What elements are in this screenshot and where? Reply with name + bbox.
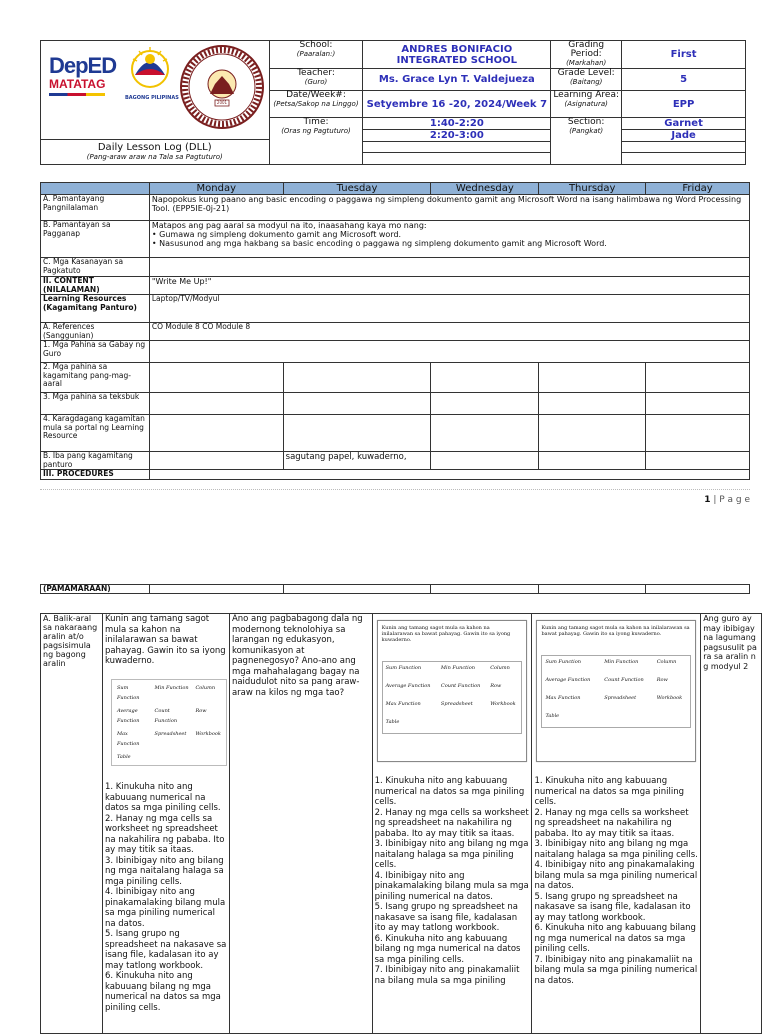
dll-title: Daily Lesson Log (DLL): [97, 142, 212, 153]
page2-table: [40, 613, 762, 1034]
monday-item-4: 4. Ibinibigay nito ang pinakamalaking bilang mula sa mga piniling numerical na datos.: [104, 887, 226, 929]
row-teksbuk-thu: [539, 393, 646, 415]
wfn-row: Row: [490, 682, 502, 689]
matatag-wordmark: MATATAG: [49, 77, 106, 91]
wfn-count: Count Function: [440, 682, 481, 689]
fn-sum: Sum Function: [116, 684, 140, 701]
row-pangmag-tue: [283, 363, 431, 393]
row-pangmag-wed: [431, 363, 539, 393]
fn-spreadsheet: Spreadsheet: [154, 730, 187, 737]
row-b-line1: Matapos ang pag aaral sa modyul na ito, inaasahang kaya mo nang:: [151, 221, 427, 230]
school-value: ANDRES BONIFACIO INTEGRATED SCHOOL: [363, 41, 551, 69]
thursday-worksheet: [536, 620, 696, 762]
section-value-2: Jade: [622, 130, 745, 142]
tfn-spreadsheet: Spreadsheet: [604, 694, 637, 701]
row-guro-text: [149, 341, 749, 363]
section-label-cell: [551, 118, 622, 165]
monday-function-table: [114, 682, 224, 764]
page-word: | P a g e: [713, 495, 750, 505]
grade-label: Grade Level:: [557, 68, 615, 78]
school-label: School:: [299, 40, 333, 50]
row-pangmag-fri: [646, 363, 750, 393]
wednesday-cell: [372, 614, 532, 1034]
row-karag-thu: [539, 415, 646, 452]
row-iba-fri: [646, 452, 750, 470]
tuesday-text: Ano ang pagbabagong dala ng modernong teknolohiya sa larangan ng edukasyon, komunikasyon at pagnenegosyo? Ano-ano ang mga mahahalagang bagay na naidudulot nito sa pang araw-araw na kilos ng mga tao?: [229, 614, 372, 1034]
date-label: Date/Week#:: [286, 90, 346, 100]
row-c-text: [149, 258, 749, 277]
fn-count: Count Function: [154, 707, 178, 724]
wed-function-table: [382, 661, 523, 734]
thursday-item-2: 2. Hanay ng mga cells sa worksheet ng spreadsheet na nakahilira ng pababa. Ito ay may titik sa itaas.: [534, 807, 689, 839]
seal-year: 2001: [216, 100, 228, 105]
teacher-label: Teacher:: [297, 68, 335, 78]
time-value-1: 1:40-2:20: [363, 118, 550, 130]
area-label: Learning Area:: [553, 90, 620, 100]
tfn-average: Average Function: [545, 676, 591, 683]
dll-title-box: [41, 139, 269, 164]
row-b-cell: [149, 221, 749, 258]
fn-max: Max Function: [116, 730, 140, 747]
row-teksbuk-fri: [646, 393, 750, 415]
monday-item-1: 1. Kinukuha nito ang kabuuang numerical na datos sa mga piniling cells.: [104, 782, 221, 813]
wfn-min: Min Function: [440, 665, 475, 671]
school-seal: [179, 44, 265, 134]
row-karag-label: 4. Karagdagang kagamitan mula sa portal ng Learning Resource: [41, 415, 150, 452]
wednesday-item-1: 1. Kinukuha nito ang kabuuang numerical na datos sa mga piniling cells.: [374, 776, 525, 807]
deped-wordmark: DepED: [49, 53, 117, 78]
matatag-stripe: [49, 93, 105, 96]
section-value-1: Garnet: [622, 118, 745, 130]
monday-function-box: [111, 679, 227, 767]
strip-mon: [149, 585, 283, 594]
tfn-min: Min Function: [604, 659, 639, 665]
section-blank-1: [622, 142, 745, 153]
row-teksbuk-tue: [283, 393, 431, 415]
strip-fri: [646, 585, 750, 594]
fn-column: Column: [195, 684, 216, 691]
monday-cell: [102, 614, 229, 1034]
row-iba-tue: sagutang papel, kuwaderno,: [283, 452, 431, 470]
fn-row: Row: [195, 707, 207, 714]
row-content-label: II. CONTENT (NILALAMAN): [41, 277, 150, 295]
grading-label: Grading Period:: [568, 40, 605, 59]
teacher-sub: (Guro): [304, 78, 328, 86]
tfn-row: Row: [656, 676, 668, 683]
day-wednesday: Wednesday: [431, 183, 539, 195]
row-iba-thu: [539, 452, 646, 470]
tfn-count: Count Function: [604, 676, 644, 683]
row-pangmag-thu: [539, 363, 646, 393]
day-friday: Friday: [646, 183, 750, 195]
dll-subtitle: (Pang-araw araw na Tala sa Pagtuturo): [86, 153, 223, 161]
school-seal-icon: [179, 44, 265, 130]
row-procedures-blank: [149, 470, 749, 480]
pamamaraan-label: (PAMAMARAAN): [41, 585, 150, 594]
monday-item-2: 2. Hanay ng mga cells sa worksheet ng spreadsheet na nakahilira ng pababa. Ito ay may titik sa itaas.: [104, 813, 225, 855]
grade-value: 5: [622, 69, 746, 91]
area-value: EPP: [622, 91, 746, 118]
row-lr-label: Learning Resources (Kagamitang Panturo): [41, 295, 150, 323]
wednesday-item-5: 5. Isang grupo ng spreadsheet na nakasave sa isang file, kadalasan ito ay may tatlong workbook.: [374, 902, 518, 933]
fn-workbook: Workbook: [195, 730, 221, 737]
wednesday-item-7: 7. Ibinibigay nito ang pinakamaliit na bilang mula sa mga piniling: [374, 965, 520, 986]
monday-item-6: 6. Kinukuha nito ang kabuuang bilang ng mga numerical na datos sa mga piniling cells.: [104, 971, 221, 1013]
row-iba-label: B. Iba pang kagamitang panturo: [41, 452, 150, 470]
school-label-cell: [269, 41, 363, 69]
day-header-blank: [41, 183, 150, 195]
row-teksbuk-label: 3. Mga pahina sa teksbuk: [41, 393, 150, 415]
wfn-table: Table: [385, 718, 400, 725]
tfn-max: Max Function: [545, 694, 581, 701]
thu-function-table: [541, 655, 691, 728]
bagong-pilipinas-emblem-icon: [125, 45, 175, 91]
teacher-label-cell: [269, 69, 363, 91]
grading-value: First: [622, 41, 746, 69]
grade-sub: (Baitang): [569, 78, 603, 86]
tfn-sum: Sum Function: [545, 659, 581, 665]
strip-wed: [431, 585, 539, 594]
row-iba-mon: [149, 452, 283, 470]
date-label-cell: [269, 91, 363, 118]
row-teksbuk-wed: [431, 393, 539, 415]
row-b-label: B. Pamantayan sa Pagganap: [41, 221, 150, 258]
monday-item-5: 5. Isang grupo ng spreadsheet na nakasave sa isang file, kadalasan ito ay may tatlong workbook.: [104, 929, 227, 971]
thursday-item-5: 5. Isang grupo ng spreadsheet na nakasave sa isang file, kadalasan ito ay may tatlong workbook.: [534, 891, 691, 923]
bagong-pilipinas-text: BAGONG PILIPINAS: [125, 95, 179, 101]
wednesday-worksheet: [377, 620, 528, 762]
dll-main-table: [40, 182, 750, 480]
time-sub: (Oras ng Pagtuturo): [281, 127, 351, 135]
row-procedures-label: III. PROCEDURES: [41, 470, 150, 480]
time-label-cell: [269, 118, 363, 165]
strip-thu: [539, 585, 646, 594]
row-teksbuk-mon: [149, 393, 283, 415]
thursday-item-7: 7. Ibinibigay nito ang pinakamaliit na bilang mula sa mga piniling numerical na datos.: [534, 954, 698, 986]
day-monday: Monday: [149, 183, 283, 195]
page-footer-line: [40, 489, 750, 490]
tfn-workbook: Workbook: [656, 694, 683, 701]
row-karag-tue: [283, 415, 431, 452]
day-thursday: Thursday: [539, 183, 646, 195]
tfn-column: Column: [656, 659, 677, 665]
day-tuesday: Tuesday: [283, 183, 431, 195]
row-b-line2: • Gumawa ng simpleng dokumento gamit ang Microsoft word.: [151, 230, 402, 239]
row-pangmag-label: 2. Mga pahina sa kagamitang pang-mag-aaral: [41, 363, 150, 393]
grade-label-cell: [551, 69, 622, 91]
wfn-average: Average Function: [385, 682, 431, 689]
friday-text: Ang guro ay may ibibigay na lagumang pagsusulit para sa aralin ng modyul 2: [701, 614, 762, 1034]
deped-logo: [49, 53, 116, 96]
wfn-workbook: Workbook: [490, 700, 516, 707]
page-footer: [660, 495, 750, 505]
row-guro-label: 1. Mga Pahina sa Gabay ng Guro: [41, 341, 150, 363]
wednesday-item-6: 6. Kinukuha nito ang kabuuang bilang ng mga numerical na datos sa mga piniling cells.: [374, 933, 521, 965]
time-value-2: 2:20-3:00: [363, 130, 550, 142]
tfn-table: Table: [545, 712, 560, 719]
thursday-item-3: 3. Ibinibigay nito ang bilang ng mga naitalang halaga sa mga piniling cells.: [534, 839, 698, 860]
school-sub: (Paaralan:): [296, 50, 336, 58]
grading-sub: (Markahan): [566, 59, 607, 67]
fn-average: Average Function: [116, 707, 140, 724]
row-pangmag-mon: [149, 363, 283, 393]
date-sub: (Petsa/Sakop na Linggo): [273, 100, 359, 108]
fn-table: Table: [116, 753, 131, 760]
wednesday-item-2: 2. Hanay ng mga cells sa worksheet ng spreadsheet na nakahilira ng pababa. Ito ay may titik sa itaas.: [374, 807, 529, 839]
thursday-cell: [532, 614, 701, 1034]
row-karag-mon: [149, 415, 283, 452]
balik-aral-label: A. Balik-aral sa nakaraang aralin at/o pagsisimula ng bagong aralin: [41, 614, 103, 1034]
page2-strip: [40, 584, 750, 594]
thursday-item-1: 1. Kinukuha nito ang kabuuang numerical na datos sa mga piniling cells.: [534, 776, 685, 807]
dll-header: [40, 40, 746, 161]
row-a-text: Napopokus kung paano ang basic encoding o paggawa ng simpleng dokumento gamit ang Microsoft Word na isang halimbawa ng Word Processing Tool. (EPP5IE-0j-21): [149, 195, 749, 221]
row-lr-text: Laptop/TV/Modyul: [149, 295, 749, 323]
bagong-pilipinas-logo: [125, 45, 179, 103]
date-value: Setyembre 16 -20, 2024/Week 7: [363, 91, 551, 118]
row-content-text: "Write Me Up!": [149, 277, 749, 295]
monday-intro: Kunin ang tamang sagot mula sa kahon na inilalarawan sa bawat pahayag. Gawin ito sa iyong kuwaderno.: [104, 614, 226, 666]
section-label: Section:: [567, 117, 605, 127]
time-label: Time:: [303, 117, 329, 127]
fn-min: Min Function: [154, 684, 189, 691]
area-label-cell: [551, 91, 622, 118]
section-value-cell: [622, 118, 746, 165]
grading-label-cell: [551, 41, 622, 69]
time-blank-1: [363, 142, 550, 153]
thursday-item-4: 4. Ibinibigay nito ang pinakamalaking bilang mula sa mga piniling numerical na datos.: [534, 860, 698, 891]
thu-panel-caption: Kunin ang tamang sagot mula sa kahon na inilalarawan sa bawat pahayag. Gawin ito sa iyong kuwaderno.: [541, 625, 690, 637]
row-karag-fri: [646, 415, 750, 452]
row-b-line3: • Nasusunod ang mga hakbang sa basic encoding o paggawa ng simpleng dokumento gamit ang Microsoft Word.: [151, 239, 607, 248]
wed-panel-caption: Kunin ang tamang sagot mula sa kahon na inilalarawan sa bawat pahayag. Gawin ito sa iyong kuwaderno.: [381, 625, 511, 643]
wfn-spreadsheet: Spreadsheet: [440, 700, 473, 707]
monday-item-3: 3. Ibinibigay nito ang bilang ng mga naitalang halaga sa mga piniling cells.: [104, 855, 224, 887]
logo-cell: [41, 41, 270, 165]
teacher-value: Ms. Grace Lyn T. Valdejueza: [363, 69, 551, 91]
page-number: 1: [704, 495, 711, 505]
row-ref-text: CO Module 8 CO Module 8: [149, 323, 749, 341]
wednesday-item-3: 3. Ibinibigay nito ang bilang ng mga naitalang halaga sa mga piniling cells.: [374, 839, 529, 870]
wednesday-item-4: 4. Ibinibigay nito ang pinakamalaking bilang mula sa mga piniling numerical na datos.: [374, 870, 529, 902]
row-ref-label: A. References (Sanggunian): [41, 323, 150, 341]
day-header-row: [41, 183, 750, 195]
area-sub: (Asignatura): [564, 100, 608, 108]
time-value-cell: [363, 118, 551, 165]
row-a-label: A. Pamantayang Pangnilalaman: [41, 195, 150, 221]
section-sub: (Pangkat): [569, 127, 604, 135]
strip-tue: [283, 585, 431, 594]
row-iba-wed: [431, 452, 539, 470]
wfn-sum: Sum Function: [385, 665, 422, 671]
thursday-item-6: 6. Kinukuha nito ang kabuuang bilang ng mga numerical na datos sa mga piniling cells.: [534, 923, 696, 954]
wfn-max: Max Function: [385, 700, 421, 707]
wfn-column: Column: [490, 665, 510, 671]
row-c-label: C. Mga Kasanayan sa Pagkatuto: [41, 258, 150, 277]
row-karag-wed: [431, 415, 539, 452]
header-table: [40, 40, 746, 165]
